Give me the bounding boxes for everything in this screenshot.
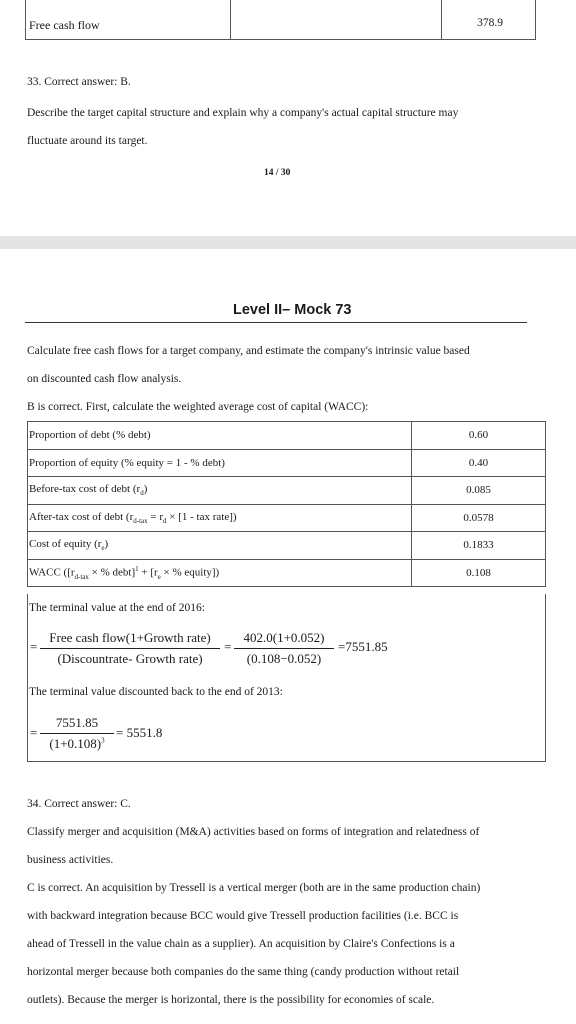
equals-sign: = [30, 639, 38, 654]
free-cash-flow-row [25, 0, 536, 40]
row-value: 0.0578 [412, 504, 546, 532]
page-number: 14 / 30 [264, 168, 291, 178]
result-value: = 5551.8 [116, 725, 163, 740]
table-row [28, 504, 546, 532]
fraction-bar [40, 648, 220, 649]
row-value: 0.085 [412, 477, 546, 505]
row-label: Proportion of debt (% debt) [28, 422, 412, 450]
formula-fraction [40, 630, 220, 667]
row-label: WACC ([$r_{d-tax}$ × % debt]$^1$ + [$r_e$ × % equity]) [28, 559, 412, 587]
terminal-title: The terminal value discounted back to the end of 2013: [29, 686, 283, 698]
row-label: Proportion of equity (% equity = 1 - % debt) [28, 449, 412, 477]
q34-answer: 34. Correct answer: C. [27, 798, 131, 810]
q34-text-line: Classify merger and acquisition (M&A) activities based on forms of integration and relatedness of [27, 826, 480, 838]
table-row [28, 477, 546, 505]
terminal-title: The terminal value at the end of 2016: [29, 602, 205, 614]
row-label: Free cash flow [29, 18, 100, 32]
page-separator [0, 236, 576, 249]
wacc-table [27, 421, 546, 587]
terminal-value-box [27, 594, 546, 762]
q33-text-line: Describe the target capital structure and explain why a company's actual capital structure may [27, 107, 459, 119]
fraction-denominator: $(1+0.108)^3$ [49, 736, 105, 751]
equals-sign: = [30, 725, 38, 740]
row-value: 0.40 [412, 449, 546, 477]
table-row [28, 422, 546, 450]
table-cell [26, 0, 231, 39]
table-cell [230, 0, 442, 39]
value-fraction [234, 630, 334, 667]
fraction-bar [234, 648, 334, 649]
table-row [28, 532, 546, 560]
fraction-bar [40, 733, 114, 734]
intro-line: Calculate free cash flows for a target company, and estimate the company's intrinsic value based [27, 345, 470, 357]
table-row [28, 559, 546, 587]
intro-line: B is correct. First, calculate the weighted average cost of capital (WACC): [27, 401, 369, 413]
page-title: Level II– Mock 73 [233, 302, 352, 318]
discount-fraction [40, 715, 114, 752]
q34-text-line: C is correct. An acquisition by Tressell is a vertical merger (both are in the same production chain) [27, 882, 481, 894]
fraction-numerator: 7551.85 [55, 715, 99, 730]
result-value: =7551.85 [338, 639, 388, 654]
fraction-numerator: Free cash flow(1+Growth rate) [49, 630, 211, 645]
row-value: 378.9 [477, 17, 503, 29]
q34-text-line: business activities. [27, 854, 114, 866]
fraction-denominator: (0.108−0.052) [246, 651, 322, 666]
q34-text-line: outlets). Because the merger is horizontal, there is the possibility for economies of scale. [27, 994, 435, 1006]
intro-line: on discounted cash flow analysis. [27, 373, 182, 385]
fraction-denominator: (Discountrate- Growth rate) [57, 651, 203, 666]
q33-answer: 33. Correct answer: B. [27, 76, 131, 88]
heading-rule [25, 322, 527, 323]
fraction-numerator: 402.0(1+0.052) [243, 630, 325, 645]
row-label: Before-tax cost of debt $(r_d)$ [28, 477, 412, 505]
row-value: 0.108 [412, 559, 546, 587]
q33-text-line: fluctuate around its target. [27, 135, 148, 147]
equals-sign: = [224, 639, 232, 654]
table-row [28, 449, 546, 477]
q34-text-line: with backward integration because BCC would give Tressell production facilities (i.e. BCC is [27, 910, 459, 922]
row-label: Cost of equity $(r_e)$ [28, 532, 412, 560]
q34-text-line: ahead of Tressell in the value chain as a supplier). An acquisition by Claire's Confections is a [27, 938, 455, 950]
row-value: 0.60 [412, 422, 546, 450]
q34-text-line: horizontal merger because both companies do the same thing (candy production without retail [27, 966, 460, 978]
row-label: After-tax cost of debt ($r_{d-tax} = r_d \times [1$ - tax rate]) [28, 504, 412, 532]
row-value: 0.1833 [412, 532, 546, 560]
